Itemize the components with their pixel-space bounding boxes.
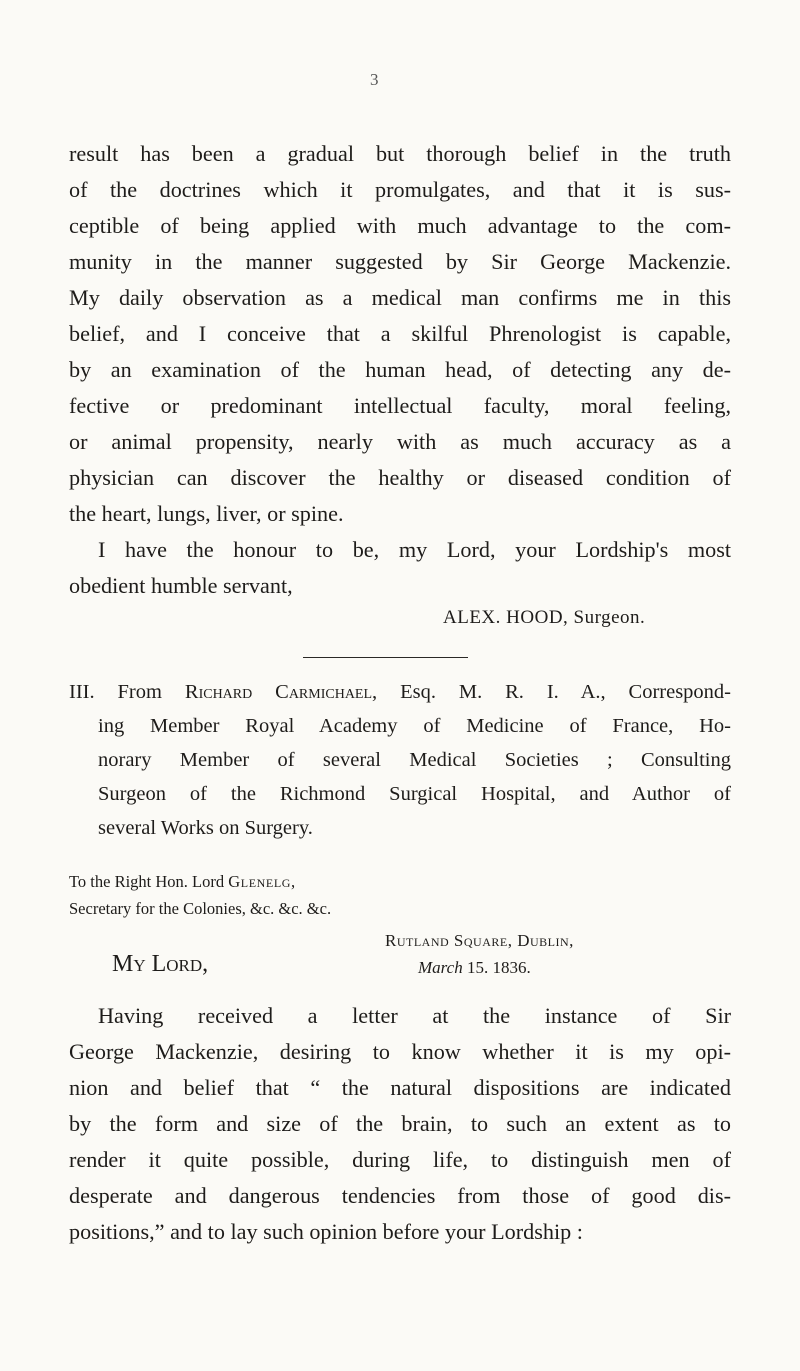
addressee-title: Secretary for the Colonies, &c. &c. &c. <box>69 899 332 918</box>
addressee-line <box>69 872 295 892</box>
text-line: George Mackenzie, desiring to know whether it is my opi- <box>69 1039 731 1064</box>
heading-text: , Esq. M. R. I. A., Correspond- <box>372 681 732 703</box>
text-line: render it quite possible, during life, to distinguish men of <box>69 1147 731 1172</box>
addressee-suffix: , <box>291 872 296 891</box>
heading-line: norary Member of several Medical Societies ; Consulting <box>98 749 731 771</box>
closing-line: obedient humble servant, <box>69 573 293 598</box>
text-line: of the doctrines which it promulgates, and that it is sus- <box>69 177 731 202</box>
text-line: fective or predominant intellectual faculty, moral feeling, <box>69 393 731 418</box>
heading-line <box>69 682 731 703</box>
heading-from: From <box>117 681 162 703</box>
author-name: Richard Carmichael <box>184 681 373 703</box>
text-line: result has been a gradual but thorough belief in the truth <box>69 141 731 166</box>
text-line: by an examination of the human head, of detecting any de- <box>69 357 731 382</box>
text-line: positions,” and to lay such opinion before your Lordship : <box>69 1219 583 1244</box>
signature: ALEX. HOOD, Surgeon. <box>443 607 646 628</box>
text-line: physician can discover the healthy or diseased condition of <box>69 465 731 490</box>
section-divider <box>303 657 468 658</box>
text-line: the heart, lungs, liver, or spine. <box>69 501 344 526</box>
section-numeral: III. <box>69 681 95 703</box>
text-line: munity in the manner suggested by Sir George Mackenzie. <box>69 249 731 274</box>
text-line: or animal propensity, nearly with as much accuracy as a <box>69 429 731 454</box>
page-number: 3 <box>370 70 379 89</box>
heading-line: ing Member Royal Academy of Medicine of France, Ho- <box>98 715 731 737</box>
text-line: by the form and size of the brain, to such an extent as to <box>69 1111 731 1136</box>
closing-line: I have the honour to be, my Lord, your Lordship's most <box>98 537 731 562</box>
letter-date <box>418 958 531 978</box>
text-line: Having received a letter at the instance of Sir <box>98 1003 731 1028</box>
heading-line: several Works on Surgery. <box>98 817 313 839</box>
addressee-name: Glenelg <box>228 872 292 891</box>
text-line: ceptible of being applied with much advantage to the com- <box>69 213 731 238</box>
date-month: March <box>418 958 463 977</box>
salutation: My Lord, <box>112 951 209 977</box>
heading-line: Surgeon of the Richmond Surgical Hospital, and Author of <box>98 783 731 805</box>
text-line: desperate and dangerous tendencies from those of good dis- <box>69 1183 731 1208</box>
text-line: nion and belief that “ the natural dispositions are indicated <box>69 1075 731 1100</box>
text-line: belief, and I conceive that a skilful Phrenologist is capable, <box>69 321 731 346</box>
text-line: My daily observation as a medical man confirms me in this <box>69 285 731 310</box>
date-rest: 15. 1836. <box>466 958 531 977</box>
addressee-prefix: To the Right Hon. Lord <box>69 872 225 891</box>
sender-place: Rutland Square, Dublin, <box>385 931 574 950</box>
